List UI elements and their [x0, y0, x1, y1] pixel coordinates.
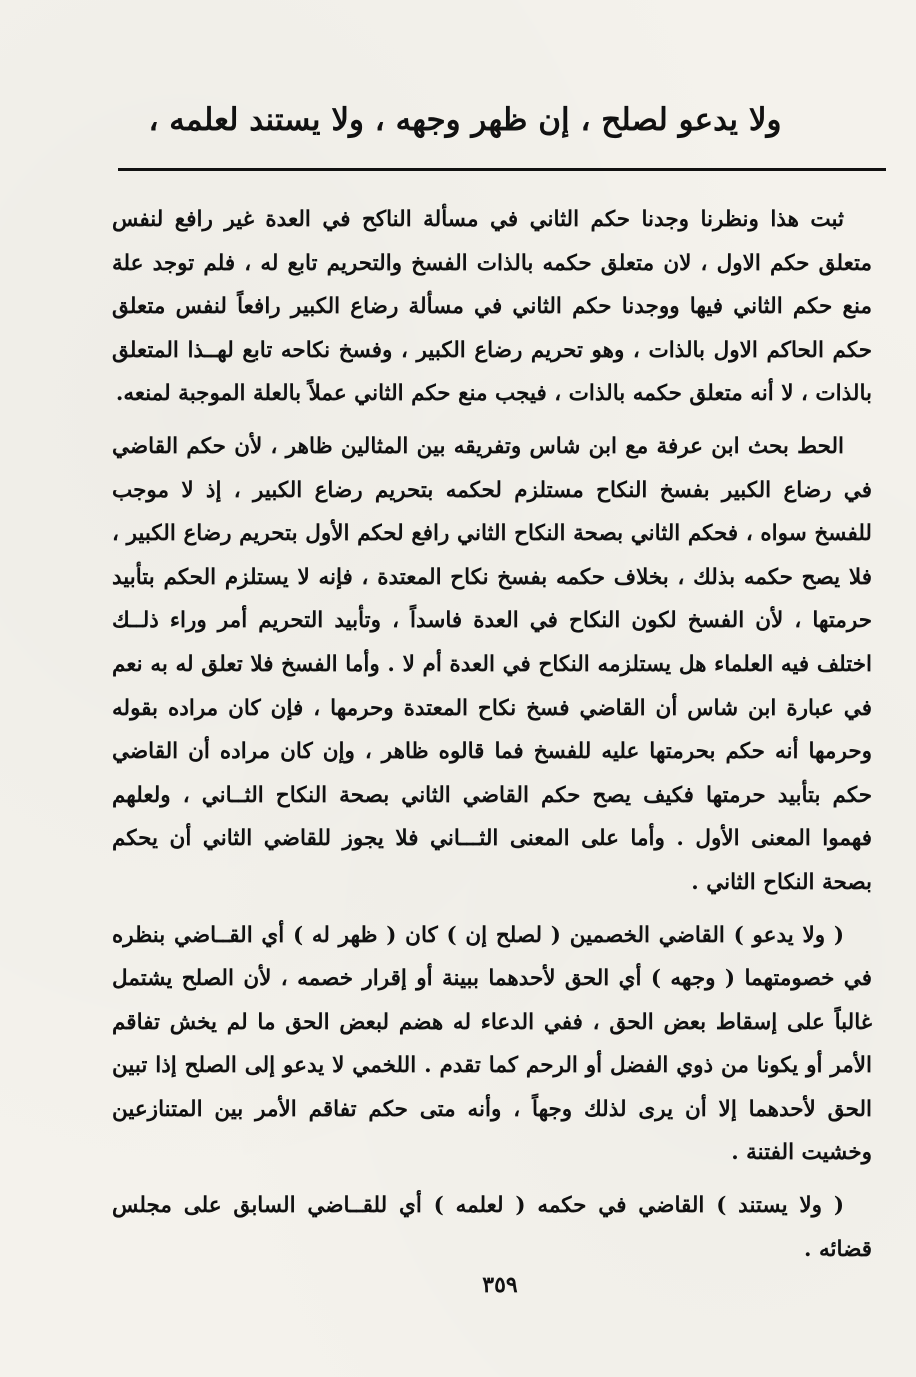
- paragraph-4: ( ولا يستند ) القاضي في حكمه ( لعلمه ) أي للقــاضي السابق على مجلس قضائه .: [112, 1193, 872, 1262]
- page-number: ٣٥٩: [482, 1272, 518, 1298]
- header-divider: [118, 168, 886, 171]
- paragraph-1: ثبت هذا ونظرنا وجدنا حكم الثاني في مسألة الناكح في العدة غير رافع لنفس متعلق حكم الاول ، لان متعلق حكمه بالذات الفسخ والتحريم تابع له ، فلم توجد علة منع حكم الثاني فيها ووجدنا حكم الثاني في مسألة رضاع الكبير رافعاً لنفس متعلق حكم الحاكم الاول بالذات ، وهو تحريم رضاع الكبير ، وفسخ نكاحه تابع لهــذا المتعلق بالذات ، لا أنه متعلق حكمه بالذات ، فيجب منع حكم الثاني عملاً بالعلة الموجبة لمنعه.: [112, 207, 872, 407]
- paragraph-2: الحط بحث ابن عرفة مع ابن شاس وتفريقه بين المثالين ظاهر ، لأن حكم القاضي في رضاع الكبير بفسخ النكاح مستلزم لحكمه بتحريم رضاع الكبير ، إذ لا موجب للفسخ سواه ، فحكم الثاني بصحة النكاح الثاني رافع لحكم الأول بتحريم رضاع الكبير ، فلا يصح حكمه بذلك ، بخلاف حكمه بفسخ نكاح المعتدة ، فإنه لا يستلزم الحكم بتأبيد حرمتها ، لأن الفسخ لكون النكاح في العدة فاسداً ، وتأبيد التحريم أمر وراء ذلــك اختلف فيه العلماء هل يستلزمه النكاح في العدة أم لا . وأما الفسخ فلا تعلق له به نعم في عبارة ابن شاس أن القاضي فسخ نكاح المعتدة وحرمها ، فإن كان مراده بقوله وحرمها أنه حكم بحرمتها عليه للفسخ فما قالوه ظاهر ، وإن كان مراده أن القاضي حكم بتأبيد حرمتها فكيف يصح حكم القاضي الثاني بصحة النكاح الثــاني ، ولعلهم فهموا المعنى الأول . وأما على المعنى الثـــاني فلا يجوز للقاضي الثاني أن يحكم بصحة النكاح الثاني .: [112, 433, 872, 895]
- page-body: [112, 198, 872, 1280]
- page-header: ولا يدعو لصلح ، إن ظهر وجهه ، ولا يستند لعلمه ،: [148, 102, 782, 138]
- paragraph-3: ( ولا يدعو ) القاضي الخصمين ( لصلح إن ) كان ( ظهر له ) أي القــاضي بنظره في خصومتهما ( وجهه ) أي الحق لأحدهما ببينة أو إقرار خصمه ، لأن الصلح يشتمل غالباً على إسقاط بعض الحق ، ففي الدعاء له هضم لبعض الحق ما لم يخش تفاقم الأمر أو يكونا من ذوي الفضل أو الرحم كما تقدم . اللخمي لا يدعو إلى الصلح إذا تبين الحق لأحدهما إلا أن يرى لذلك وجهاً ، وأنه متى حكم تفاقم الأمر بين المتنازعين وخشيت الفتنة .: [112, 922, 872, 1166]
